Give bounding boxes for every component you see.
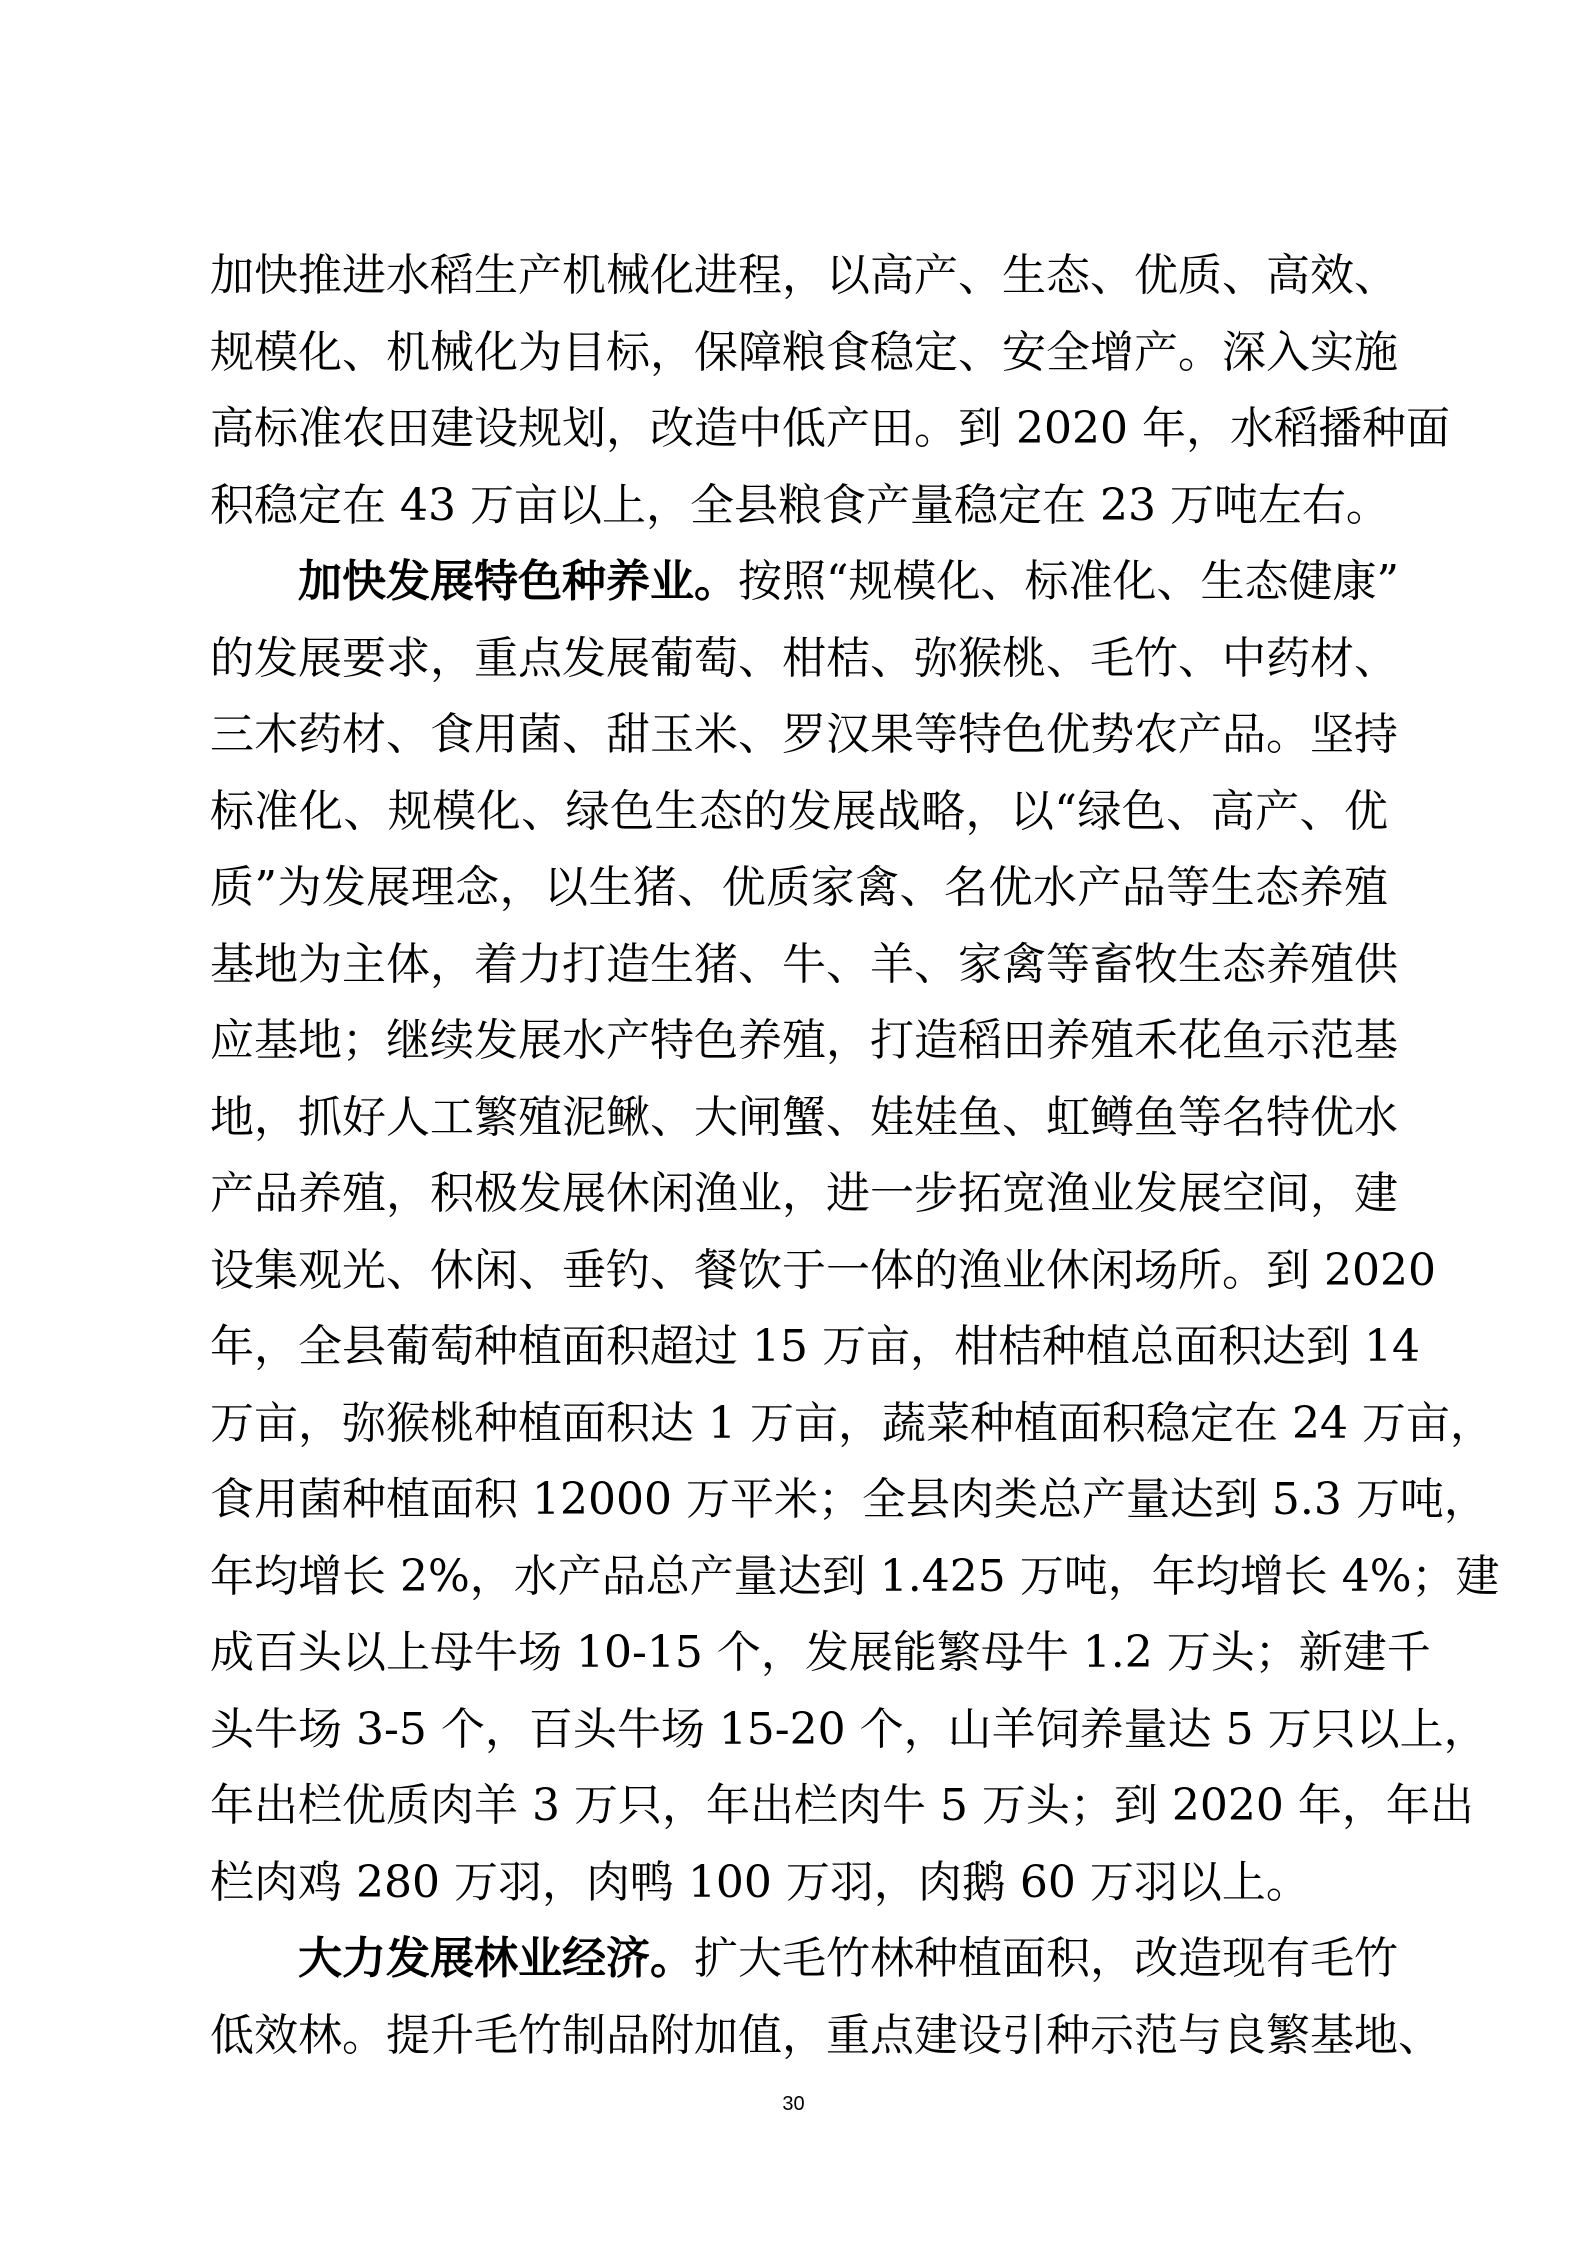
- text-line: 低效林。提升毛竹制品附加值，重点建设引种示范与良繁基地、: [210, 2009, 1442, 2061]
- text-line: 质”为发展理念，以生猪、优质家禽、名优水产品等生态养殖: [210, 862, 1388, 913]
- section-heading: 加快发展特色种养业。: [298, 556, 738, 607]
- text-line: 高标准农田建设规划，改造中低产田。到 2020 年，水稻播种面: [210, 403, 1450, 454]
- text-line: 万亩，弥猴桃种植面积达 1 万亩，蔬菜种植面积稳定在 24 万亩，: [210, 1397, 1494, 1449]
- section-heading: 大力发展林业经济。: [298, 1933, 694, 1984]
- body-text: [210, 238, 1500, 2074]
- text-line-content: 按照“规模化、标准化、生态健康”: [738, 556, 1399, 607]
- text-line: 食用菌种植面积 12000 万平米；全县肉类总产量达到 5.3 万吨，: [210, 1474, 1488, 1525]
- paragraph-specialty-farming: [210, 544, 1500, 1921]
- text-line: 栏肉鸡 280 万羽，肉鸭 100 万羽，肉鹅 60 万羽以上。: [210, 1856, 1310, 1908]
- text-line: 规模化、机械化为目标，保障粮食稳定、安全增产。深入实施: [210, 326, 1398, 378]
- text-line: 年，全县葡萄种植面积超过 15 万亩，柑桔种植总面积达到 14: [210, 1321, 1420, 1372]
- text-line: 三木药材、食用菌、甜玉米、罗汉果等特色优势农产品。坚持: [210, 709, 1398, 760]
- text-line: [210, 544, 1399, 621]
- text-line: 头牛场 3-5 个，百头牛场 15-20 个，山羊饲养量达 5 万只以上，: [210, 1703, 1488, 1755]
- text-line-content: 扩大毛竹林种植面积，改造现有毛竹: [694, 1933, 1398, 1984]
- text-line: [210, 1921, 1398, 1998]
- paragraph-grain-production: [210, 238, 1450, 544]
- text-line: 产品养殖，积极发展休闲渔业，进一步拓宽渔业发展空间，建: [210, 1168, 1398, 1219]
- text-line: 标准化、规模化、绿色生态的发展战略，以“绿色、高产、优: [210, 785, 1388, 837]
- text-line: 的发展要求，重点发展葡萄、柑桔、弥猴桃、毛竹、中药材、: [210, 632, 1398, 684]
- text-line: 应基地；继续发展水产特色养殖，打造稻田养殖禾花鱼示范基: [210, 1015, 1398, 1066]
- text-line: 年均增长 2%，水产品总产量达到 1.425 万吨，年均增长 4%；建: [210, 1550, 1500, 1602]
- text-line: 基地为主体，着力打造生猪、牛、羊、家禽等畜牧生态养殖供: [210, 938, 1398, 990]
- text-line: 地，抓好人工繁殖泥鳅、大闸蟹、娃娃鱼、虹鳟鱼等名特优水: [210, 1091, 1398, 1143]
- text-line: 年出栏优质肉羊 3 万只，年出栏肉牛 5 万头；到 2020 年，年出: [210, 1780, 1474, 1831]
- text-line: 设集观光、休闲、垂钓、餐饮于一体的渔业休闲场所。到 2020: [210, 1244, 1436, 1296]
- page-number: 30: [782, 2093, 805, 2115]
- paragraph-forestry-economy: [210, 1921, 1442, 2074]
- text-line: 加快推进水稻生产机械化进程，以高产、生态、优质、高效、: [210, 250, 1398, 301]
- text-line: 成百头以上母牛场 10-15 个，发展能繁母牛 1.2 万头；新建千: [210, 1627, 1431, 1678]
- text-line: 积稳定在 43 万亩以上，全县粮食产量稳定在 23 万吨左右。: [210, 479, 1390, 531]
